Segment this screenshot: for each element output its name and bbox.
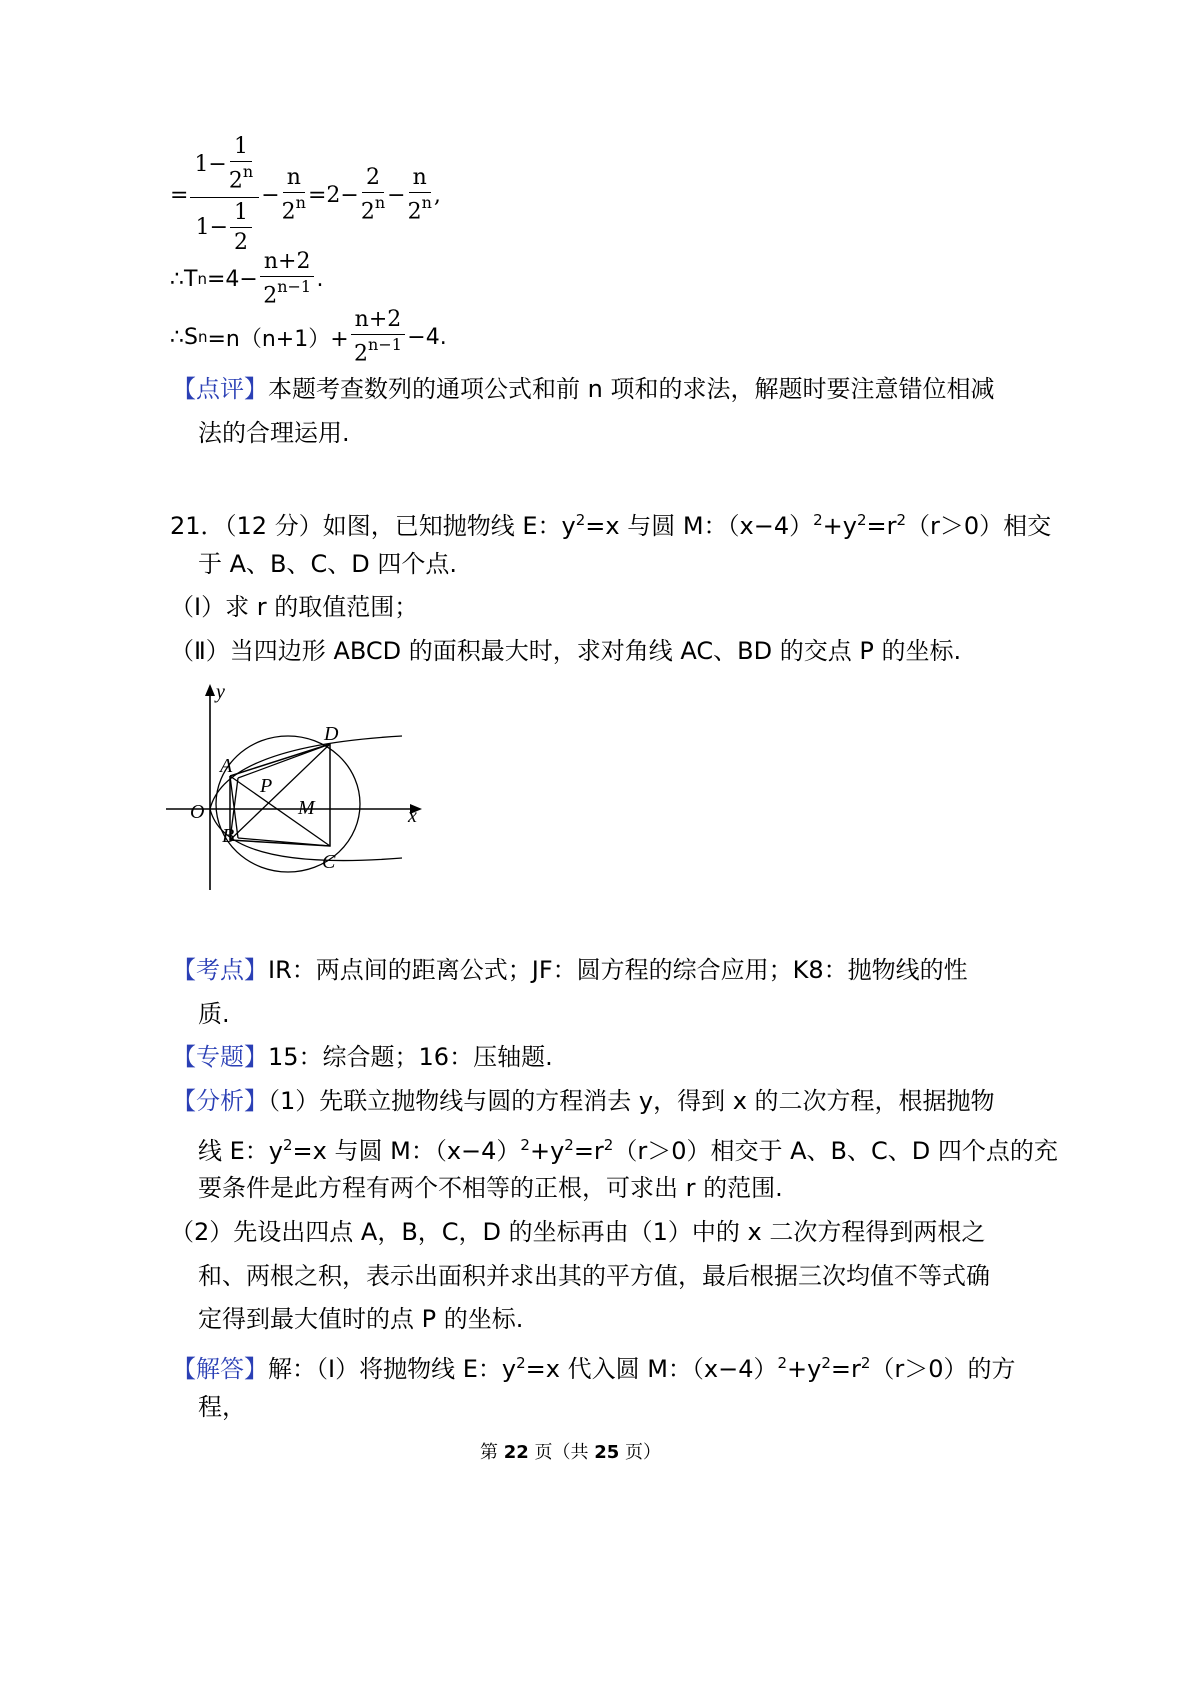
- label-x: x: [408, 805, 417, 827]
- comment-tag: 【点评】: [172, 375, 268, 403]
- page-number: 22: [503, 1442, 529, 1463]
- fenxi-line-5: 和、两根之积，表示出面积并求出其的平方值，最后根据三次均值不等式确: [198, 1262, 990, 1290]
- compound-numerator: 1− $\frac{1}{2^n}$: [190, 136, 259, 197]
- page-footer: 第 22 页（共 25 页）: [480, 1442, 662, 1463]
- zhuanti-block: 【专题】15：综合题；16：压轴题.: [172, 1043, 553, 1071]
- fenxi-line-4: （2）先设出四点 A，B，C，D 的坐标再由（1）中的 x 二次方程得到两根之: [170, 1218, 986, 1246]
- problem-21-line-1: 21．（12 分）如图，已知抛物线 E：$y^2=x$ 与圆 M：$(x-4)^2+y^2=r^2(r>0)$相交: [170, 511, 1052, 540]
- label-y: y: [216, 682, 225, 703]
- problem-21-part-2: （Ⅱ）当四边形 ABCD 的面积最大时，求对角线 AC、BD 的交点 P 的坐标.: [170, 637, 962, 665]
- y-axis-arrow: [205, 684, 215, 696]
- math-line-1: = 1− $\frac{1}{2^n}$ 1− $\frac{1}{2}$ − $\frac{n}{2^n}$ =2− $\frac{2}{2^n}$ − $\frac{n}{2^n}$ ,: [170, 134, 441, 255]
- jieda-tag: 【解答】: [172, 1355, 268, 1383]
- problem-21-line-2: 于 A、B、C、D 四个点.: [198, 550, 458, 578]
- math-eq-sign: =: [170, 182, 189, 208]
- circle-m: [216, 736, 360, 872]
- label-m: M: [298, 797, 315, 819]
- jieda-line-2: 程，: [198, 1393, 246, 1421]
- fenxi-block: 【分析】（1）先联立抛物线与圆的方程消去 y，得到 x 的二次方程，根据抛物: [172, 1087, 995, 1115]
- label-c: C: [322, 851, 336, 873]
- problem-21-part-1: （Ⅰ）求 r 的取值范围；: [170, 593, 419, 621]
- kaodian-line-2: 质.: [198, 1000, 230, 1028]
- geometry-figure: [166, 682, 430, 896]
- math-line-sn: ∴ S n =n（n+1）+ $\frac{n+2}{2^{n-1}}$ −4.: [170, 306, 447, 367]
- comment-block: 【点评】本题考查数列的通项公式和前 n 项和的求法，解题时要注意错位相减: [172, 375, 995, 403]
- page-total: 25: [594, 1442, 620, 1463]
- math-line-tn: ∴ T n =4− $\frac{n+2}{2^{n-1}}$ .: [170, 248, 324, 309]
- fenxi-line-3: 要条件是此方程有两个不相等的正根，可求出 r 的范围.: [198, 1174, 783, 1202]
- label-d: D: [324, 723, 339, 745]
- fenxi-line-2: 线 E：$y^2=x$ 与圆 M：$(x-4)^2+y^2=r^2(r>0)$相交于 A、B、C、D 四个点的充: [198, 1136, 1058, 1165]
- kaodian-block: 【考点】IR：两点间的距离公式；JF：圆方程的综合应用；K8：抛物线的性: [172, 956, 968, 984]
- compound-fraction: [190, 136, 259, 253]
- label-b: B: [222, 825, 235, 847]
- zhuanti-tag: 【专题】: [172, 1043, 268, 1071]
- fenxi-tag: 【分析】: [172, 1087, 268, 1115]
- label-o: O: [190, 801, 205, 823]
- label-a: A: [220, 755, 233, 777]
- kaodian-tag: 【考点】: [172, 956, 268, 984]
- fenxi-line-6: 定得到最大值时的点 P 的坐标.: [198, 1305, 524, 1333]
- comment-line-2: 法的合理运用.: [198, 419, 350, 447]
- label-p: P: [260, 775, 273, 797]
- compound-denominator: 1− $\frac{1}{2}$: [196, 198, 254, 254]
- jieda-block: 【解答】解：（Ⅰ）将抛物线 E：$y^2=x$ 代入圆 M：$(x-4)^2+y^2=r^2(r>0)$的方: [172, 1354, 1016, 1383]
